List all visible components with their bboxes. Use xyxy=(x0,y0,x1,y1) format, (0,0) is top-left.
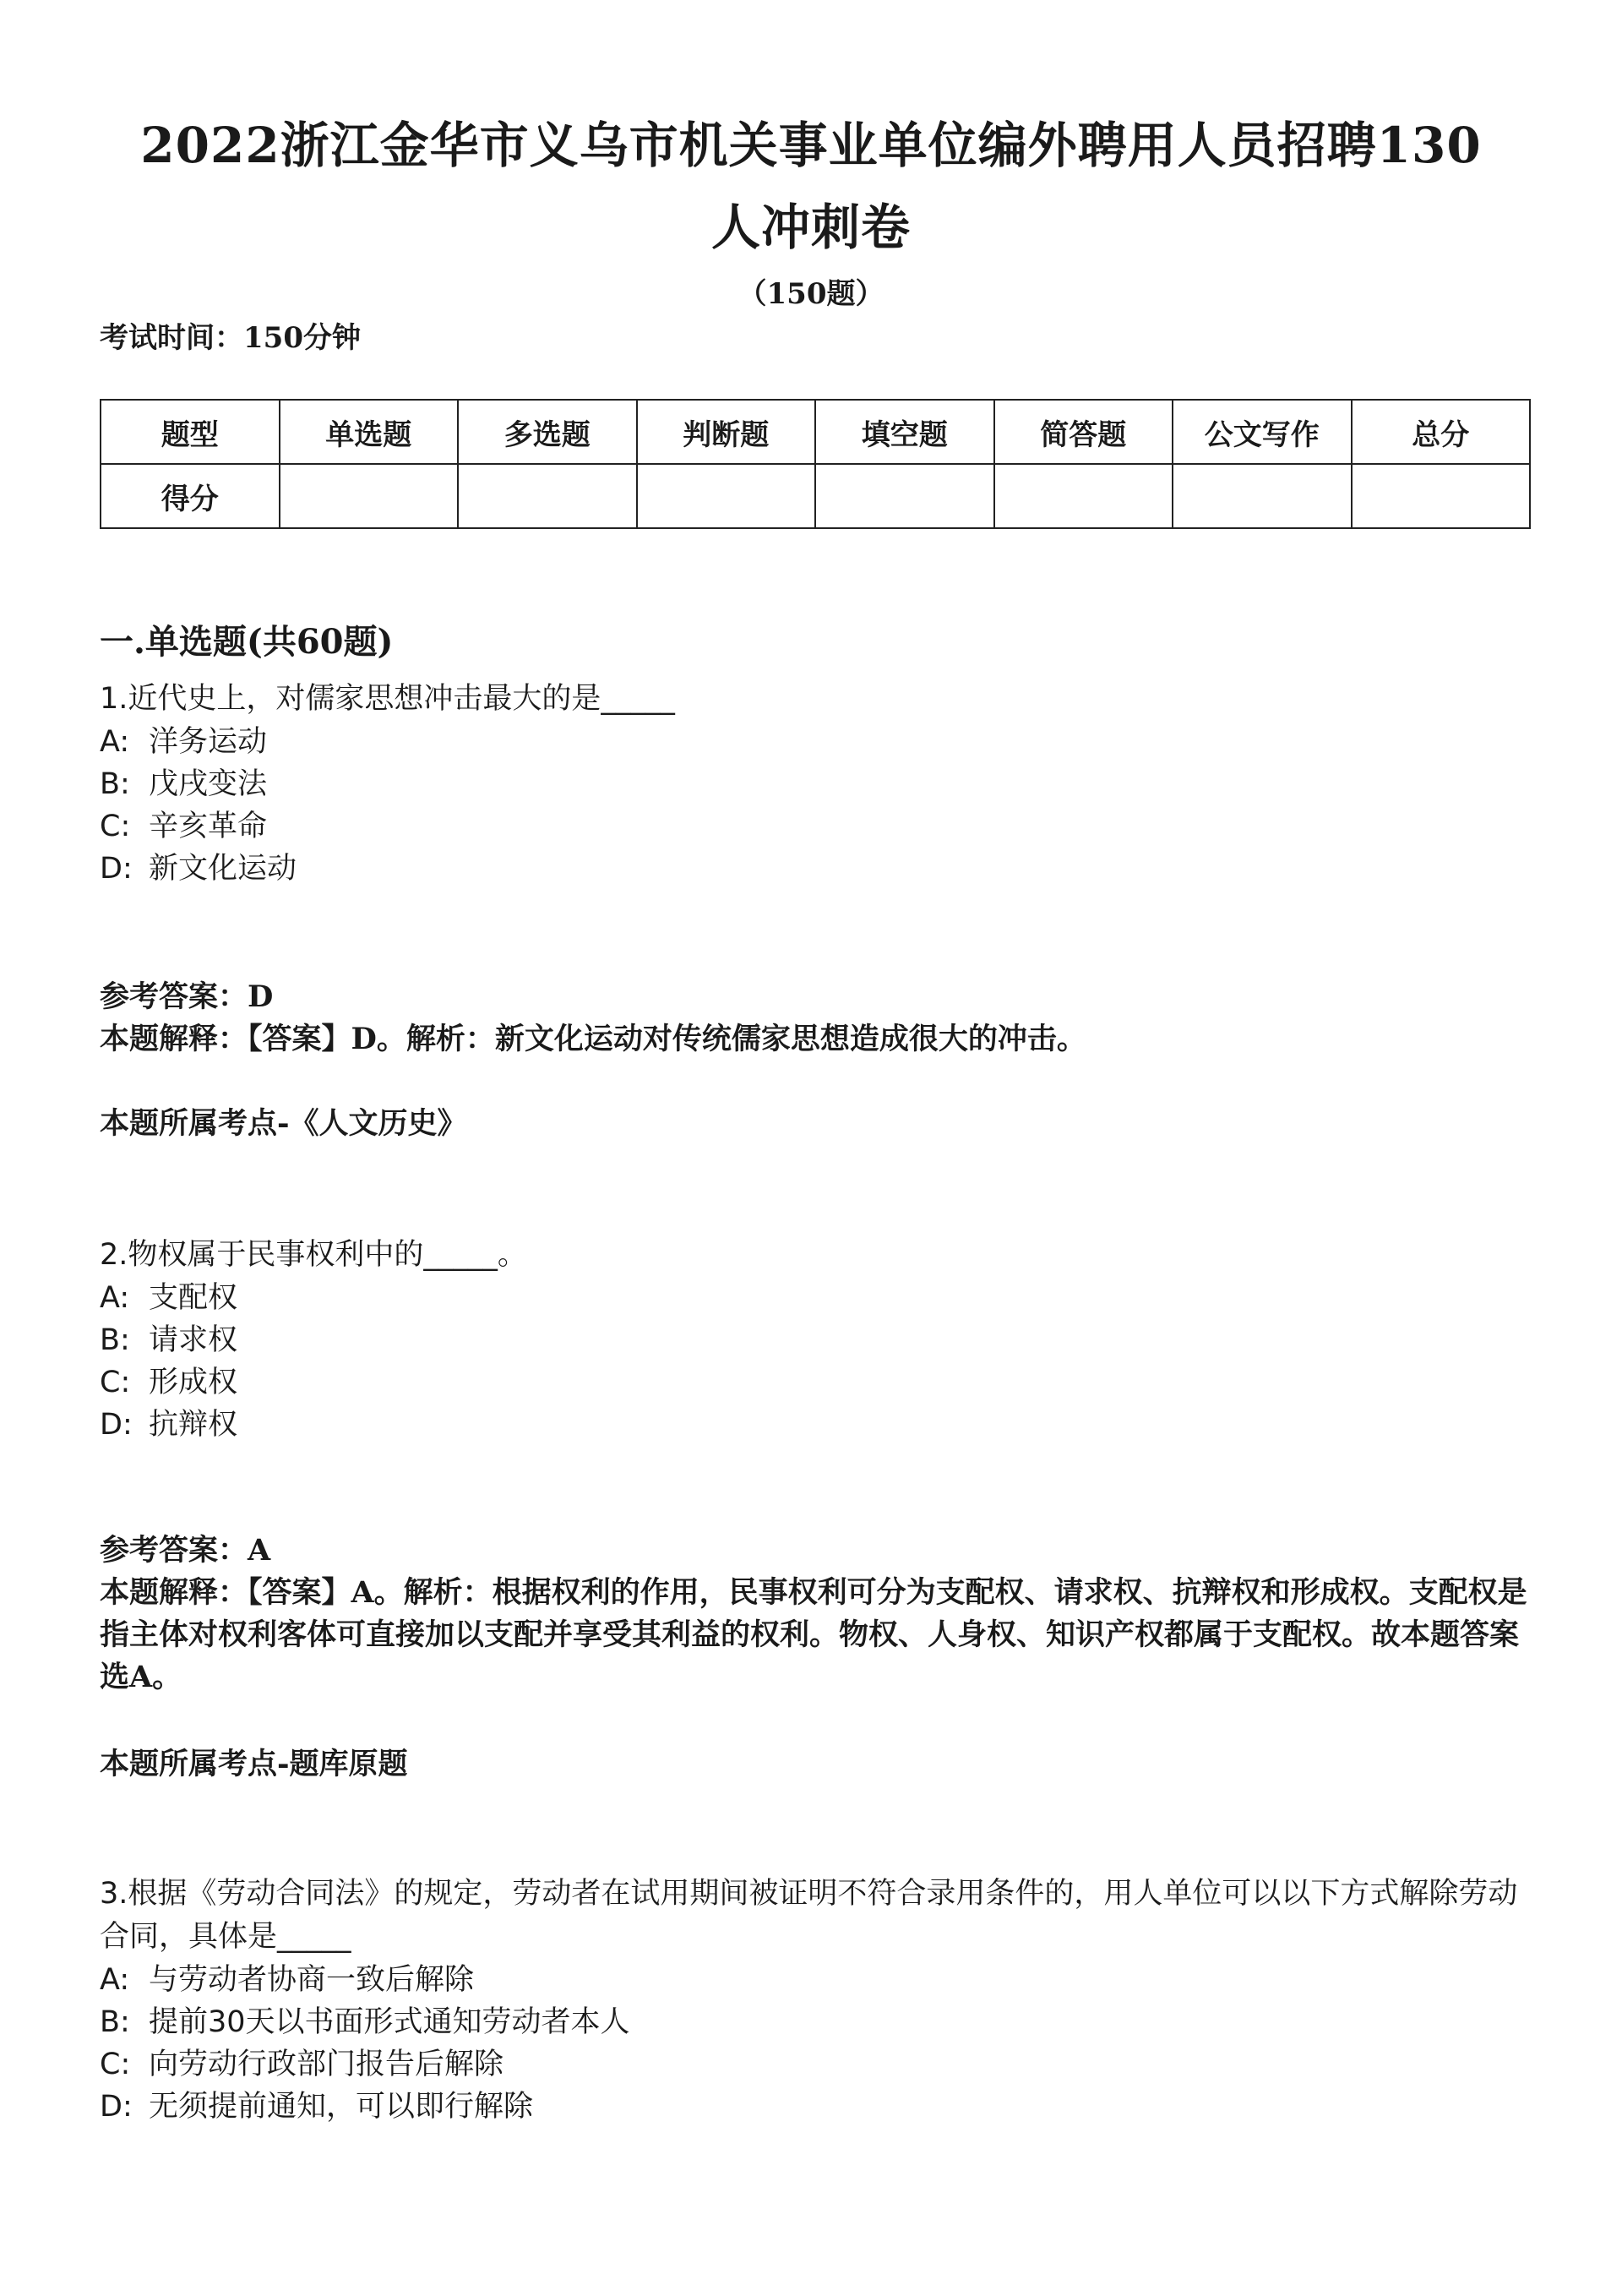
option-d xyxy=(100,1404,237,1447)
score-header-cell: 填空题 xyxy=(815,400,994,464)
score-header-cell: 题型 xyxy=(101,400,280,464)
option-b xyxy=(100,2001,630,2044)
option-c xyxy=(100,1361,237,1404)
option-a xyxy=(100,1959,474,2002)
option-text: 与劳动者协商一致后解除 xyxy=(149,1963,475,1997)
option-text: 提前30天以书面形式通知劳动者本人 xyxy=(149,2005,630,2039)
score-cell xyxy=(1173,464,1352,528)
score-cell xyxy=(280,464,459,528)
option-text: 新文化运动 xyxy=(149,852,297,886)
score-header-cell: 多选题 xyxy=(458,400,637,464)
score-header-cell: 单选题 xyxy=(280,400,459,464)
score-table xyxy=(100,399,1531,529)
option-d xyxy=(100,2086,533,2129)
explanation: 本题解释：【答案】D。解析：新文化运动对传统儒家思想造成很大的冲击。 xyxy=(100,1022,1086,1056)
option-text: 请求权 xyxy=(149,1323,238,1357)
option-key: B: xyxy=(100,767,130,801)
option-d xyxy=(100,848,297,891)
option-b xyxy=(100,763,267,806)
option-key: D: xyxy=(100,852,133,886)
option-a xyxy=(100,1277,237,1320)
score-cell xyxy=(1352,464,1531,528)
option-text: 抗辩权 xyxy=(149,1408,238,1442)
score-table-header-row xyxy=(101,400,1530,464)
doc-title-line2: 人冲刺卷 xyxy=(710,199,911,256)
option-text: 无须提前通知，可以即行解除 xyxy=(149,2090,534,2124)
explanation: 本题解释：【答案】A。解析：根据权利的作用，民事权利可分为支配权、请求权、抗辩权和形成权。支配权是指主体对权利客体可直接加以支配并享受其利益的权利。物权、人身权、知识产权都属于支配权。故本题答案选A。 xyxy=(100,1575,1527,1694)
knowledge-point: 本题所属考点-《人文历史》 xyxy=(100,1106,467,1141)
option-key: A: xyxy=(100,1281,130,1315)
option-key: C: xyxy=(100,2048,131,2081)
section-title: 一.单选题(共60题) xyxy=(100,622,394,662)
option-key: B: xyxy=(100,2005,130,2039)
score-cell xyxy=(637,464,816,528)
score-cell xyxy=(815,464,994,528)
option-text: 戊戌变法 xyxy=(149,767,268,801)
doc-title-line1: 2022浙江金华市义乌市机关事业单位编外聘用人员招聘130 xyxy=(140,117,1482,174)
score-cell xyxy=(458,464,637,528)
score-row-label: 得分 xyxy=(101,464,280,528)
option-key: C: xyxy=(100,810,131,843)
score-cell xyxy=(994,464,1173,528)
reference-answer: 参考答案：D xyxy=(100,979,274,1014)
option-c xyxy=(100,805,267,848)
question-stem: 2.物权属于民事权利中的_____。 xyxy=(100,1238,527,1272)
score-header-cell: 判断题 xyxy=(637,400,816,464)
option-text: 支配权 xyxy=(149,1281,238,1315)
option-text: 洋务运动 xyxy=(149,725,268,759)
score-table-score-row xyxy=(101,464,1530,528)
option-key: C: xyxy=(100,1366,131,1399)
exam-time: 考试时间：150分钟 xyxy=(100,321,361,355)
option-key: D: xyxy=(100,2090,133,2124)
question-stem: 3.根据《劳动合同法》的规定，劳动者在试用期间被证明不符合录用条件的，用人单位可以以下方式解除劳动合同，具体是_____ xyxy=(100,1877,1518,1954)
option-c xyxy=(100,2043,503,2086)
option-key: A: xyxy=(100,1963,130,1997)
question-stem: 1.近代史上，对儒家思想冲击最大的是_____ xyxy=(100,682,675,716)
score-header-cell: 简答题 xyxy=(994,400,1173,464)
option-b xyxy=(100,1319,237,1362)
option-text: 辛亥革命 xyxy=(149,810,268,843)
score-header-cell: 公文写作 xyxy=(1173,400,1352,464)
option-key: B: xyxy=(100,1323,130,1357)
option-text: 向劳动行政部门报告后解除 xyxy=(149,2048,504,2081)
knowledge-point: 本题所属考点-题库原题 xyxy=(100,1747,408,1781)
reference-answer: 参考答案：A xyxy=(100,1533,271,1568)
option-key: D: xyxy=(100,1408,133,1442)
doc-subtitle: （150题） xyxy=(738,277,884,311)
option-a xyxy=(100,721,267,764)
option-text: 形成权 xyxy=(149,1366,238,1399)
option-key: A: xyxy=(100,725,130,759)
score-header-cell: 总分 xyxy=(1352,400,1531,464)
